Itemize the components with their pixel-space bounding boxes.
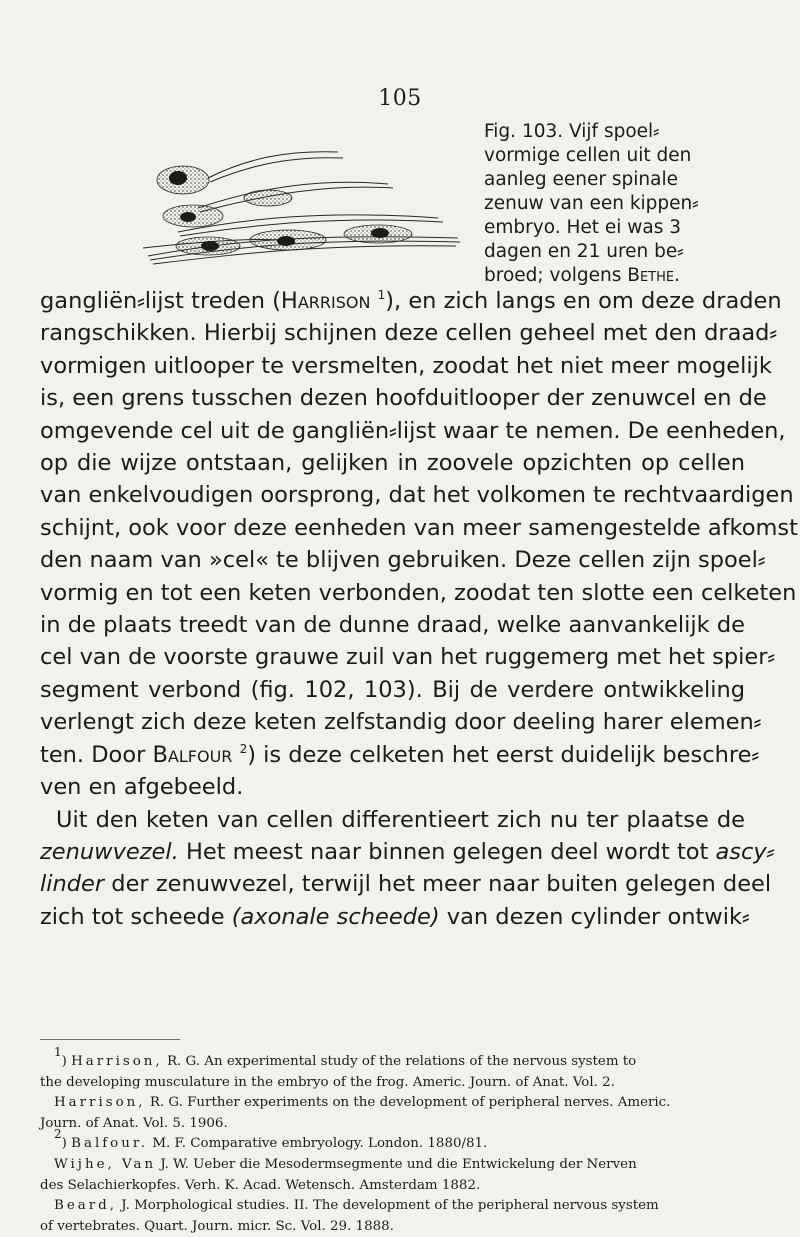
footnotes xyxy=(40,1045,745,1237)
footnote-ref: 2 xyxy=(239,741,248,756)
text-line: verlengt zich deze keten zelfstandig door deeling harer elemen⸗ xyxy=(40,709,762,736)
author-balfour: Balfour xyxy=(152,741,233,768)
text-line: gangliën⸗lijst treden (Harrison $^1$), en zich langs en om deze draden xyxy=(40,288,782,314)
term-zenuwvezel: zenuwvezel. xyxy=(40,838,179,865)
text-line: in de plaats treedt van de dunne draad, welke aanvankelijk de xyxy=(40,612,745,639)
text-line: zenuwvezel. Het meest naar binnen gelegen deel wordt tot ascy⸗ xyxy=(40,838,775,865)
text-line: op die wijze ontstaan, gelijken in zoovele opzichten op cellen xyxy=(40,450,745,477)
footnote-continuation: des Selachierkopfes. Verh. K. Acad. Wetensch. Amsterdam 1882. xyxy=(40,1177,481,1193)
text-line: ten. Door Balfour $^2$) is deze celketen het eerst duidelijk beschre⸗ xyxy=(40,741,759,768)
text-line: zich tot scheede (axonale scheede) van dezen cylinder ontwik⸗ xyxy=(40,903,750,930)
footnote: Wijhe, Van J. W. Ueber die Mesodermsegmente und die Entwickelung der Nerven xyxy=(54,1156,637,1172)
caption-line: zenuw van een kippen⸗ xyxy=(484,193,699,214)
caption-line: broed; volgens Bethe. xyxy=(484,265,680,286)
term-axonale-scheede: (axonale scheede) xyxy=(231,903,440,930)
body-text xyxy=(40,285,798,933)
text-line: den naam van »cel« te blijven gebruiken. Deze cellen zijn spoel⸗ xyxy=(40,547,766,574)
footnote-divider xyxy=(40,1039,180,1040)
author-harrison: Harrison xyxy=(280,288,371,314)
caption-line: vormige cellen uit den xyxy=(484,145,692,166)
spindle-cells-drawing xyxy=(138,138,468,278)
caption-line: dagen en 21 uren be⸗ xyxy=(484,241,684,262)
text-line: segment verbond (fig. 102, 103). Bij de verdere ontwikkeling xyxy=(40,676,745,703)
footnote-continuation: Journ. of Anat. Vol. 5. 1906. xyxy=(40,1115,228,1131)
figure-caption xyxy=(484,120,784,288)
text-line: is, een grens tusschen dezen hoofduitlooper der zenuwcel en de xyxy=(40,385,767,412)
text-line: rangschikken. Hierbij schijnen deze cellen geheel met den draad⸗ xyxy=(40,320,777,347)
caption-line: aanleg eener spinale xyxy=(484,169,679,190)
text-line: Uit den keten van cellen differentieert zich nu ter plaatse de xyxy=(56,806,745,833)
footnote: $^1$) Harrison, R. G. An experimental study of the relations of the nervous system to xyxy=(54,1045,637,1069)
page-number: 105 xyxy=(378,86,422,111)
text-line: vormigen uitlooper te versmelten, zoodat het niet meer mogelijk xyxy=(40,352,772,379)
footnote-continuation: of vertebrates. Quart. Journ. micr. Sc. Vol. 29. 1888. xyxy=(40,1218,394,1234)
footnote: Harrison, R. G. Further experiments on the development of peripheral nerves. Americ. xyxy=(54,1095,671,1111)
footnote-ref: 1 xyxy=(377,288,386,302)
text-line: schijnt, ook voor deze eenheden van meer samengestelde afkomst xyxy=(40,514,798,541)
text-line: van enkelvoudigen oorsprong, dat het volkomen te rechtvaardigen xyxy=(40,482,794,509)
text-line: ven en afgebeeld. xyxy=(40,774,244,801)
text-line: linder der zenuwvezel, terwijl het meer naar buiten gelegen deel xyxy=(40,871,772,898)
footnote: $^2$) Balfour. M. F. Comparative embryology. London. 1880/81. xyxy=(54,1127,488,1152)
caption-line: Fig. 103. Vijf spoel⸗ xyxy=(484,121,660,142)
figure-103-illustration xyxy=(138,138,468,278)
text-line: vormig en tot een keten verbonden, zoodat ten slotte een celketen xyxy=(40,579,797,606)
footnote: Beard, J. Morphological studies. II. The development of the peripheral nervous system xyxy=(54,1198,659,1214)
caption-line: embryo. Het ei was 3 xyxy=(484,217,682,238)
text-line: omgevende cel uit de gangliën⸗lijst waar te nemen. De eenheden, xyxy=(40,417,786,444)
figure-label: Fig. 103. xyxy=(484,121,564,142)
footnote-continuation: the developing musculature in the embryo of the frog. Americ. Journ. of Anat. Vol. 2. xyxy=(40,1074,615,1090)
caption-author: Bethe. xyxy=(627,265,680,286)
text-line: cel van de voorste grauwe zuil van het ruggemerg met het spier⸗ xyxy=(40,644,775,671)
